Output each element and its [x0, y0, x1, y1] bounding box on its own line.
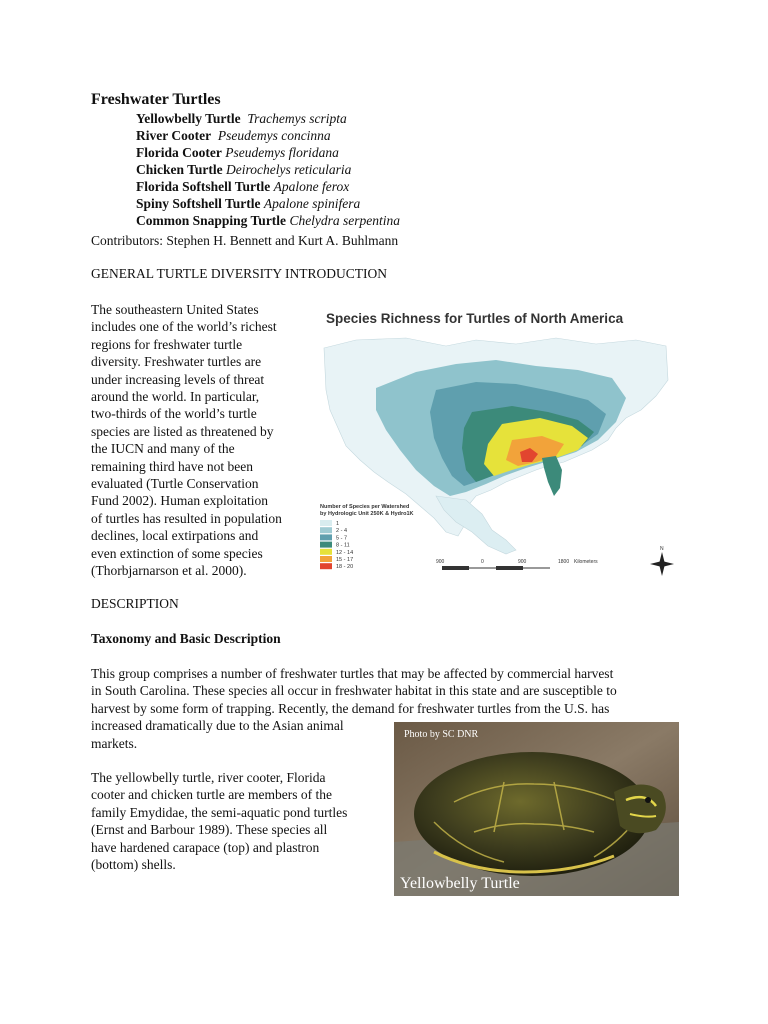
legend-label: 12 - 14 — [336, 549, 354, 556]
species-richness-map — [316, 300, 678, 583]
svg-text:N: N — [660, 546, 664, 552]
legend-swatch — [320, 563, 332, 569]
scale-label: 900 — [518, 559, 527, 565]
paragraph-1: This group comprises a number of freshwater turtles that may be affected by commercial harvest in South Carolina. These species all occur in freshwater habitat in this state and are susceptible to harvest by some form of trapping. Recently, the demand for freshwater turtles from the U.S. has increased dramatically due to the Asian animal markets. — [91, 666, 617, 751]
species-item: River Cooter Pseudemys concinna — [136, 128, 331, 143]
turtle-head — [614, 785, 666, 834]
section-heading-intro: GENERAL TURTLE DIVERSITY INTRODUCTION — [91, 266, 388, 281]
legend-swatch — [320, 549, 332, 555]
scale-unit: Kilometers — [574, 559, 598, 565]
legend-label: 8 - 11 — [336, 542, 350, 549]
legend-label: 2 - 4 — [336, 528, 348, 535]
scale-label: 1800 — [558, 559, 570, 565]
species-item: Chicken Turtle Deirochelys reticularia — [136, 162, 352, 177]
map-title: Species Richness for Turtles of North America — [326, 311, 624, 326]
species-item: Spiny Softshell Turtle Apalone spinifera — [136, 196, 361, 211]
scale-label: 900 — [436, 559, 445, 565]
legend-label: 5 - 7 — [336, 535, 348, 542]
photo-caption: Yellowbelly Turtle — [400, 875, 520, 892]
legend-label: 15 - 17 — [336, 557, 354, 563]
contributors: Contributors: Stephen H. Bennett and Kurt A. Buhlmann — [91, 233, 399, 248]
species-item: Florida Softshell Turtle Apalone ferox — [136, 179, 350, 194]
species-item: Common Snapping Turtle Chelydra serpentina — [136, 213, 401, 228]
species-item: Yellowbelly Turtle Trachemys scripta — [136, 111, 347, 126]
legend-swatch — [320, 520, 332, 526]
scale-label: 0 — [481, 559, 484, 565]
section-heading-description: DESCRIPTION — [91, 596, 179, 611]
legend-title-1: Number of Species per Watershed — [320, 504, 410, 510]
document-title: Freshwater Turtles — [91, 91, 221, 108]
legend-swatch — [320, 556, 332, 562]
legend-swatch — [320, 534, 332, 540]
paragraph-2: The yellowbelly turtle, river cooter, Florida cooter and chicken turtle are members of the family Emydidae, the semi-aquatic pond turtles (Ernst and Barbour 1989). These species all have hardened carapace (top) and plastron (bottom) shells. — [91, 770, 348, 873]
legend-label: 1 — [336, 521, 340, 527]
species-item: Florida Cooter Pseudemys floridana — [136, 145, 339, 160]
legend-swatch — [320, 527, 332, 533]
legend-title-2: by Hydrologic Unit 250K & Hydro1K — [320, 511, 414, 517]
species-list — [136, 110, 400, 229]
yellowbelly-turtle-photo — [394, 722, 679, 896]
legend-label: 18 - 20 — [336, 564, 354, 571]
photo-credit: Photo by SC DNR — [404, 729, 479, 740]
legend-swatch — [320, 542, 332, 548]
subheading: Taxonomy and Basic Description — [91, 631, 281, 646]
intro-paragraph: The southeastern United States includes one of the world’s richest regions for freshwater turtle diversity. Freshwater turtles are under increasing levels of threat around the world. In particular, two-thirds of the world’s turtle species are listed as threatened by the IUCN and many of the remaining third have not been evaluated (Turtle Conservation Fund 2002). Human exploitation of turtles has resulted in population declines, local extirpations and even extinction of some species (Thorbjarnarson et al. 2000). — [91, 302, 282, 579]
